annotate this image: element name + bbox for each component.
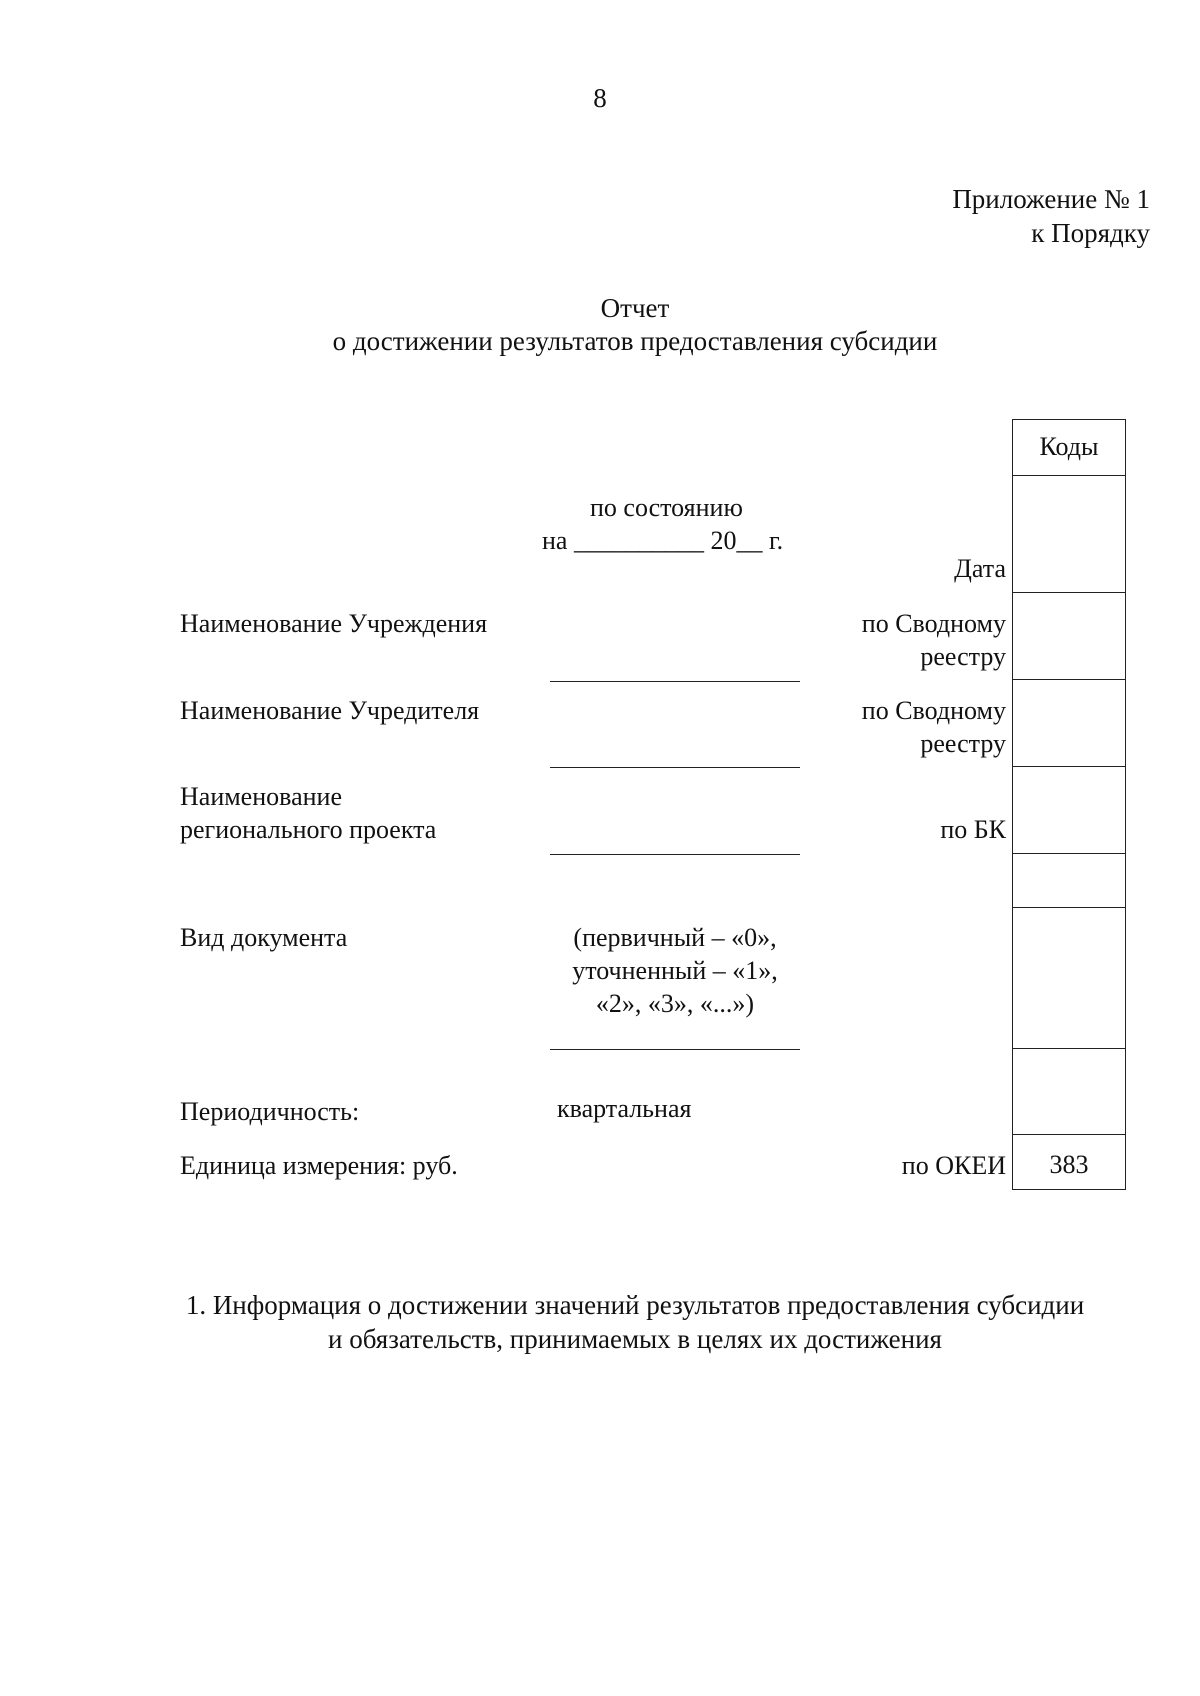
report-title: Отчет [600, 293, 670, 323]
doc-type-hint: (первичный – «0», [573, 923, 777, 952]
codes-divider [1013, 907, 1125, 908]
appendix-line-1: Приложение № 1 [952, 184, 1150, 214]
periodicity-label: Периодичность: [180, 1097, 360, 1126]
doc-type-label: Вид документа [180, 923, 348, 952]
periodicity-value: квартальная [557, 1094, 692, 1123]
founder-name-line [550, 767, 800, 768]
project-label-cont: регионального проекта [180, 815, 437, 844]
codes-divider [1013, 592, 1125, 593]
section-1-heading-cont: и обязательств, принимаемых в целях их достижения [328, 1324, 942, 1354]
unit-label: Единица измерения: руб. [180, 1151, 458, 1180]
doc-type-line [550, 1049, 800, 1050]
founder-registry-label-cont: реестру [920, 729, 1006, 758]
report-subtitle: о достижении результатов предоставления субсидии [332, 326, 938, 356]
codes-header: Коды [1039, 432, 1099, 461]
founder-label: Наименование Учредителя [180, 696, 480, 725]
doc-type-hint-cont: «2», «3», «...») [595, 989, 755, 1018]
as-of-label: по состоянию [590, 493, 743, 522]
okei-label: по ОКЕИ [901, 1151, 1006, 1180]
page-number: 8 [593, 83, 607, 113]
codes-divider [1013, 853, 1125, 854]
codes-divider [1013, 1134, 1125, 1135]
founder-registry-label: по Сводному [861, 696, 1006, 725]
appendix-line-2: к Порядку [1031, 218, 1150, 248]
as-of-date-line: на __________ 20__ г. [542, 526, 784, 555]
institution-registry-label-cont: реестру [920, 642, 1006, 671]
section-1-heading: 1. Информация о достижении значений результатов предоставления субсидии [185, 1290, 1085, 1320]
project-code-label: по БК [940, 815, 1006, 844]
institution-name-line [550, 681, 800, 682]
codes-divider [1013, 475, 1125, 476]
codes-divider [1013, 679, 1125, 680]
institution-label: Наименование Учреждения [180, 609, 488, 638]
project-label: Наименование [180, 782, 342, 811]
codes-divider [1013, 766, 1125, 767]
institution-registry-label: по Сводному [861, 609, 1006, 638]
codes-divider [1013, 1048, 1125, 1049]
project-name-line [550, 854, 800, 855]
doc-type-hint-cont: уточненный – «1», [572, 956, 778, 985]
okei-code-value: 383 [1049, 1150, 1089, 1179]
date-label: Дата [954, 554, 1006, 583]
codes-column [1012, 419, 1126, 1190]
